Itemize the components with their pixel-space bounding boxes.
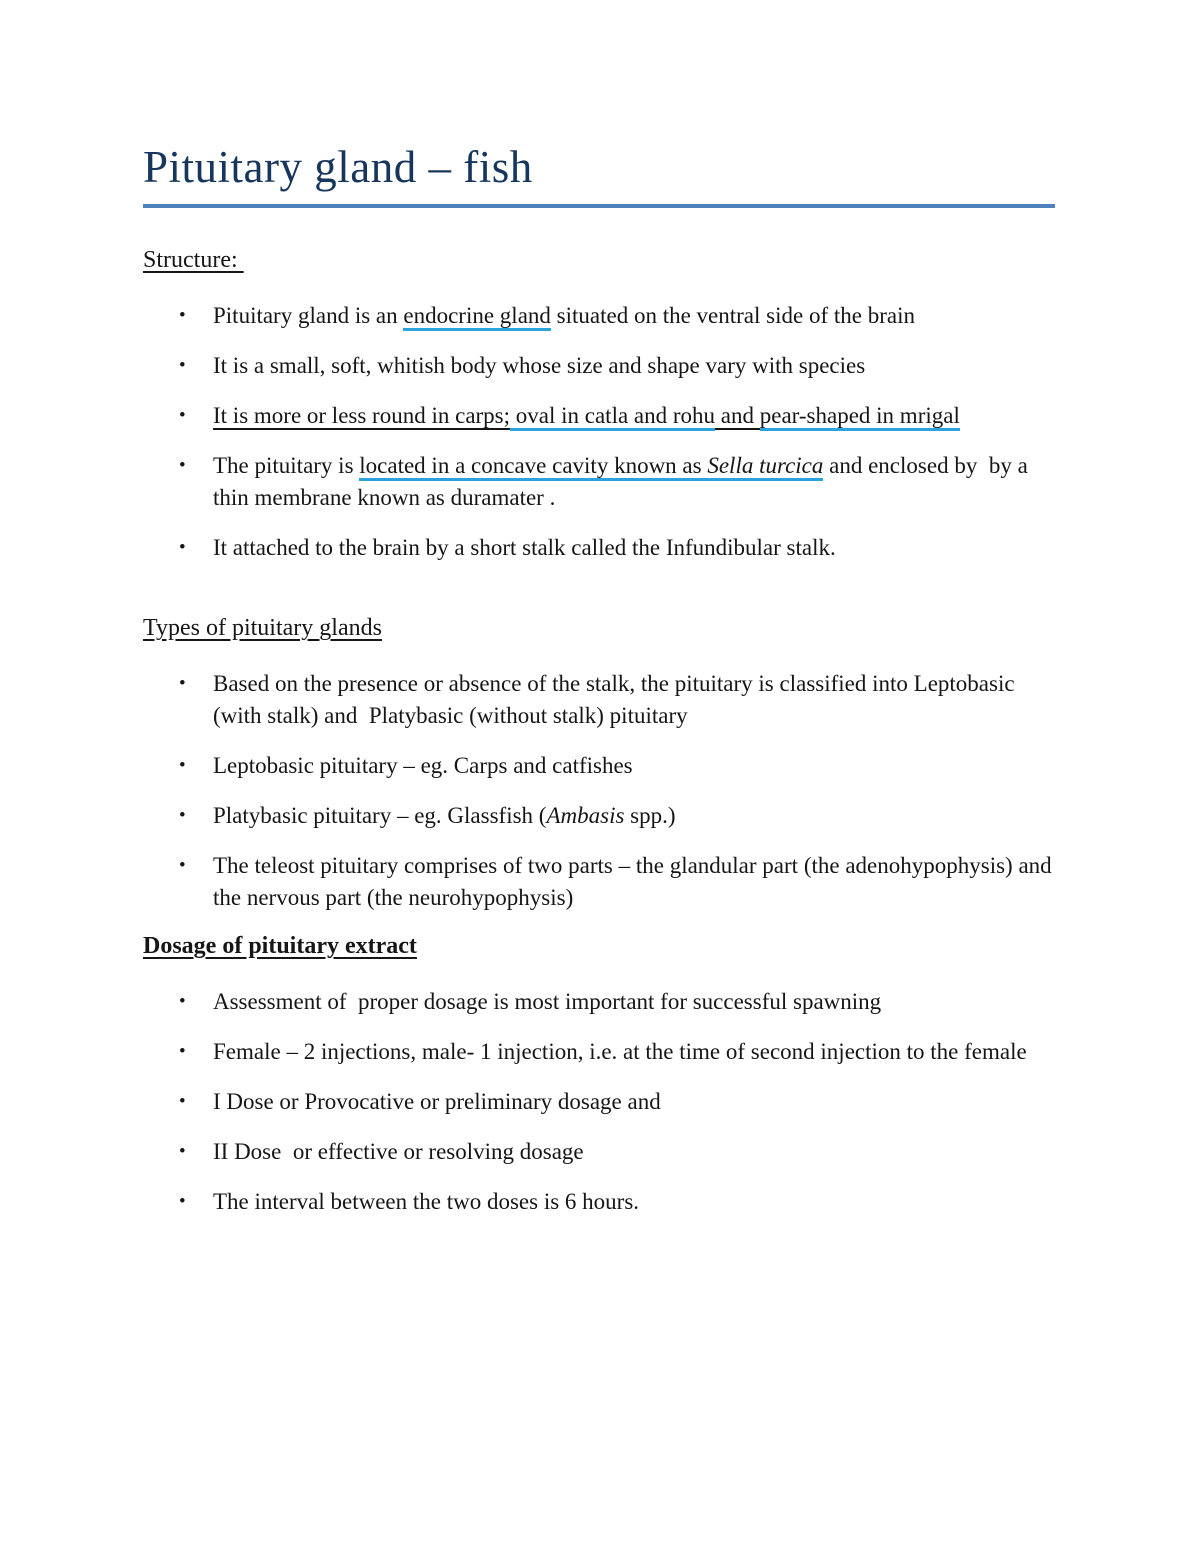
bullet-item <box>143 300 1055 332</box>
bullet-item <box>143 450 1055 514</box>
text-run: Ambasis <box>546 803 625 828</box>
bullet-text <box>213 800 1055 832</box>
bullet-marker: • <box>179 855 186 876</box>
bullet-item <box>143 668 1055 732</box>
section-heading-structure: Structure: <box>143 247 244 273</box>
text-run: situated on the ventral side of the brain <box>550 303 915 328</box>
bullet-marker: • <box>179 1191 186 1212</box>
bullet-marker: • <box>179 305 186 326</box>
bullet-text <box>213 1186 1055 1218</box>
section-heading-dosage: Dosage of pituitary extract <box>143 933 417 959</box>
bullet-text <box>213 986 1055 1018</box>
bullet-text <box>213 750 1055 782</box>
bullet-list-structure <box>143 300 1055 564</box>
bullet-item <box>143 1086 1055 1118</box>
text-run: Assessment of proper dosage is most important for successful spawning <box>213 989 882 1014</box>
text-run: Leptobasic pituitary – eg. Carps and catfishes <box>213 753 633 778</box>
bullet-text <box>213 400 1055 432</box>
bullet-item <box>143 850 1058 914</box>
text-run: I Dose or Provocative or preliminary dosage and <box>213 1089 661 1114</box>
text-run: and <box>715 403 760 428</box>
text-run: Based on the presence or absence of the stalk, the pituitary is classified into Leptobasic (with stalk) and Platybasic (without stalk) pituitary <box>213 671 1021 728</box>
bullet-marker: • <box>179 355 186 376</box>
text-run: The interval between the two doses is 6 hours. <box>213 1189 640 1214</box>
bullet-marker: • <box>179 755 186 776</box>
underlined-link-text: pear-shaped in mrigal <box>760 403 960 431</box>
bullet-text <box>213 300 1055 332</box>
bullet-marker: • <box>179 455 186 476</box>
bullet-text <box>213 668 1055 732</box>
text-run: It attached to the brain by a short stalk called the Infundibular stalk. <box>213 535 836 560</box>
bullet-marker: • <box>179 673 186 694</box>
text-run: Female – 2 injections, male- 1 injection, i.e. at the time of second injection to the female <box>213 1039 1027 1064</box>
bullet-item <box>143 532 1055 564</box>
bullet-text <box>213 1036 1055 1068</box>
bullet-text <box>213 532 1055 564</box>
bullet-list-dosage <box>143 986 1055 1218</box>
bullet-marker: • <box>179 991 186 1012</box>
text-run: The pituitary is <box>213 453 360 478</box>
bullet-text <box>213 1086 1055 1118</box>
bullet-marker: • <box>179 1041 186 1062</box>
document-title: Pituitary gland – fish <box>143 142 533 192</box>
bullet-marker: • <box>179 1091 186 1112</box>
bullet-text <box>213 850 1058 914</box>
bullet-marker: • <box>179 405 186 426</box>
bullet-marker: • <box>179 805 186 826</box>
bullet-text <box>213 1136 1055 1168</box>
text-run: and enclosed by by a thin membrane known as duramater . <box>213 453 1034 510</box>
bullet-marker: • <box>179 537 186 558</box>
section-dosage <box>143 932 1055 1218</box>
title-rule <box>143 204 1055 208</box>
bullet-item <box>143 986 1055 1018</box>
bullet-item <box>143 1186 1055 1218</box>
document-body <box>143 246 1058 1218</box>
text-run: It is a small, soft, whitish body whose size and shape vary with species <box>213 353 866 378</box>
bullet-marker: • <box>179 1141 186 1162</box>
text-run: It is more or less round in carps; <box>213 403 511 428</box>
bullet-text <box>213 450 1055 514</box>
underlined-link-text: located in a concave cavity known as <box>359 453 707 481</box>
section-structure <box>143 246 1055 564</box>
underlined-link-text: endocrine gland <box>403 303 551 331</box>
underlined-link-text: Sella turcica <box>707 453 823 481</box>
text-run: II Dose or effective or resolving dosage <box>213 1139 584 1164</box>
bullet-item <box>143 1136 1055 1168</box>
bullet-item <box>143 350 1055 382</box>
bullet-item <box>143 400 1055 432</box>
section-types <box>143 614 1058 914</box>
text-run: Pituitary gland is an <box>213 303 404 328</box>
bullet-item <box>143 1036 1055 1068</box>
text-run: Platybasic pituitary – eg. Glassfish ( <box>213 803 547 828</box>
text-run: The teleost pituitary comprises of two parts – the glandular part (the adenohypophysis) and the nervous part (the neurohypophysis) <box>213 853 1058 910</box>
section-heading-types: Types of pituitary glands <box>143 615 382 641</box>
underlined-link-text: oval in catla and rohu <box>510 403 715 431</box>
bullet-text <box>213 350 1055 382</box>
bullet-item <box>143 800 1055 832</box>
text-run: spp.) <box>624 803 676 828</box>
bullet-list-types <box>143 668 1058 914</box>
bullet-item <box>143 750 1055 782</box>
